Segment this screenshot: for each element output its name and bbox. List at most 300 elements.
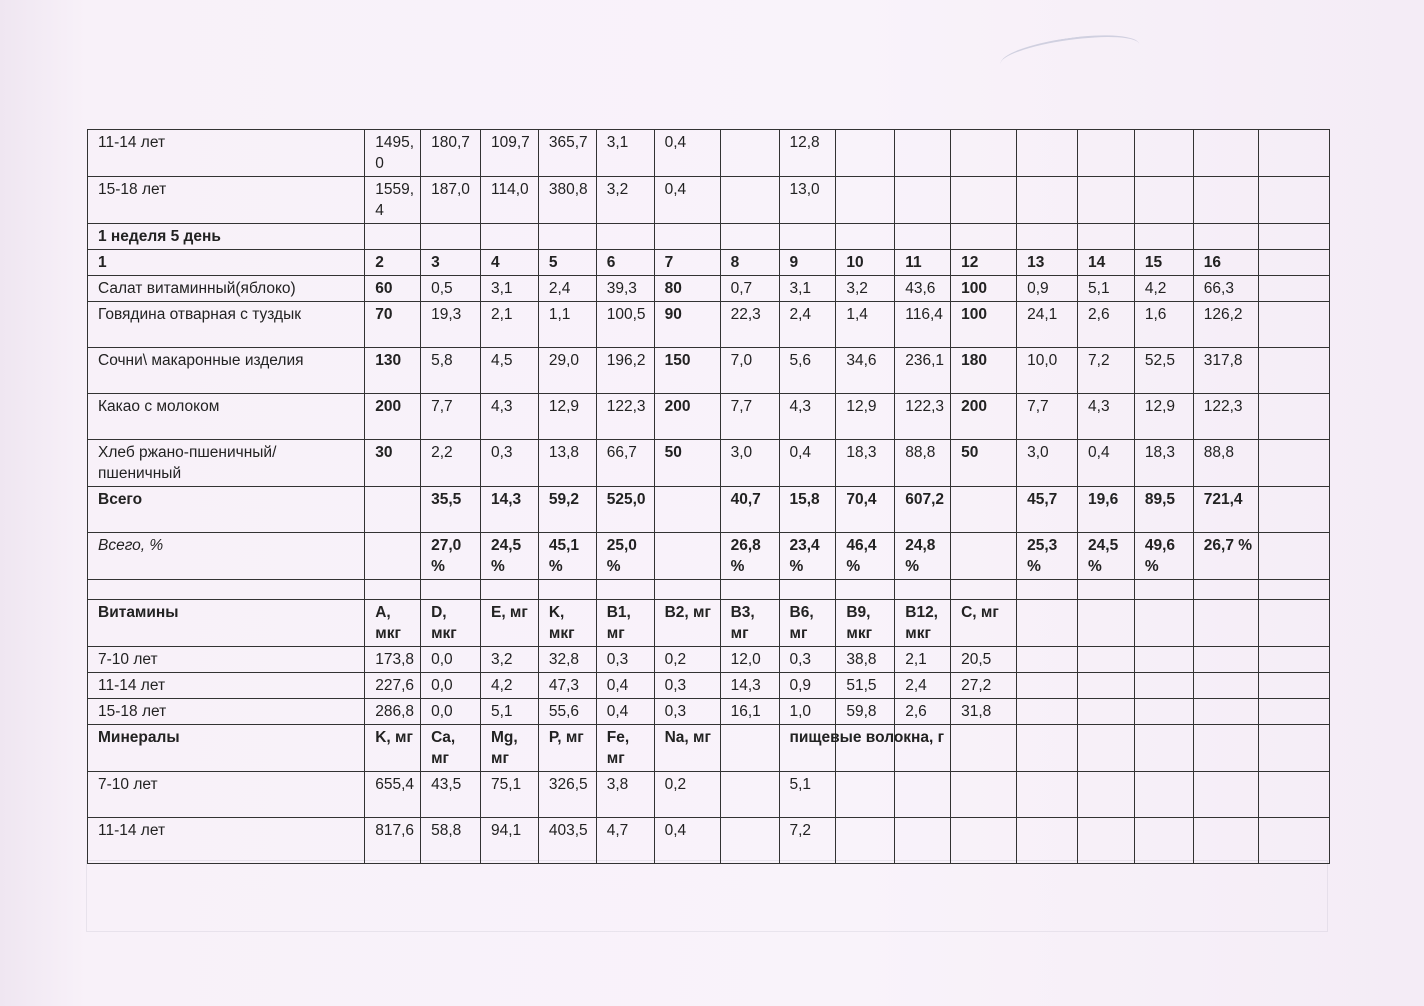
table-cell: 130 <box>365 348 421 394</box>
table-cell: 109,7 <box>480 130 538 177</box>
table-cell <box>1258 440 1329 487</box>
table-cell: 1,1 <box>538 302 596 348</box>
table-cell: 7,7 <box>1017 394 1078 440</box>
table-cell: K, мг <box>365 725 421 772</box>
table-cell <box>1134 224 1193 250</box>
table-cell <box>1258 302 1329 348</box>
table-cell: 7,2 <box>779 818 836 864</box>
table-cell <box>1017 580 1078 600</box>
table-cell <box>1017 130 1078 177</box>
table-cell: 12,9 <box>836 394 895 440</box>
table-cell: 122,3 <box>1193 394 1258 440</box>
column-number: 2 <box>365 250 421 276</box>
table-cell <box>1258 533 1329 580</box>
table-cell <box>654 487 720 533</box>
table-cell: A, мкг <box>365 600 421 647</box>
table-cell <box>895 177 951 224</box>
table-cell: 88,8 <box>1193 440 1258 487</box>
table-cell <box>1134 818 1193 864</box>
column-number: 13 <box>1017 250 1078 276</box>
table-cell <box>836 818 895 864</box>
table-cell: 7,7 <box>720 394 779 440</box>
table-cell: 14,3 <box>720 673 779 699</box>
table-cell: 114,0 <box>480 177 538 224</box>
table-cell <box>951 533 1017 580</box>
table-cell <box>1078 699 1135 725</box>
row-label: Витамины <box>88 600 365 647</box>
table-cell <box>720 725 779 772</box>
table-cell: 0,2 <box>654 647 720 673</box>
table-cell: 4,3 <box>480 394 538 440</box>
table-cell: 7,0 <box>720 348 779 394</box>
table-cell: 7,2 <box>1078 348 1135 394</box>
column-number: 6 <box>596 250 654 276</box>
table-cell: 200 <box>365 394 421 440</box>
table-cell <box>1258 647 1329 673</box>
table-cell <box>1134 772 1193 818</box>
table-cell: 24,1 <box>1017 302 1078 348</box>
table-cell <box>1258 673 1329 699</box>
table-cell <box>1134 580 1193 600</box>
table-cell: 0,3 <box>654 699 720 725</box>
table-cell: 100,5 <box>596 302 654 348</box>
table-cell <box>1193 600 1258 647</box>
menu-row <box>88 440 1330 487</box>
table-cell: 180 <box>951 348 1017 394</box>
table-cell: 0,4 <box>654 130 720 177</box>
table-cell <box>1078 224 1135 250</box>
table-cell: 20,5 <box>951 647 1017 673</box>
column-number: 7 <box>654 250 720 276</box>
table-cell: D, мкг <box>421 600 481 647</box>
table-cell: 34,6 <box>836 348 895 394</box>
column-number: 14 <box>1078 250 1135 276</box>
table-cell: 66,7 <box>596 440 654 487</box>
table-cell <box>951 177 1017 224</box>
table-cell: 0,0 <box>421 673 481 699</box>
table-cell <box>1134 725 1193 772</box>
table-cell: 1495,0 <box>365 130 421 177</box>
vitamins-header-row <box>88 600 1330 647</box>
table-cell <box>1193 177 1258 224</box>
table-cell <box>895 772 951 818</box>
table-cell: 0,4 <box>596 699 654 725</box>
table-cell <box>1017 224 1078 250</box>
table-cell: 75,1 <box>480 772 538 818</box>
table-cell <box>1258 725 1329 772</box>
table-cell <box>1193 224 1258 250</box>
table-cell: Mg, мг <box>480 725 538 772</box>
nutrition-table <box>87 129 1330 864</box>
table-cell: 35,5 <box>421 487 481 533</box>
table-cell: 2,1 <box>480 302 538 348</box>
table-cell: B3, мг <box>720 600 779 647</box>
table-cell: 94,1 <box>480 818 538 864</box>
week-day-title: 1 неделя 5 день <box>88 224 365 250</box>
row-label: Всего <box>88 487 365 533</box>
table-cell: 200 <box>951 394 1017 440</box>
table-cell <box>1258 818 1329 864</box>
table-cell <box>1134 130 1193 177</box>
table-cell <box>1017 600 1078 647</box>
table-cell: 13,8 <box>538 440 596 487</box>
table-cell: 126,2 <box>1193 302 1258 348</box>
table-cell <box>720 818 779 864</box>
table-cell: 100 <box>951 276 1017 302</box>
column-number: 12 <box>951 250 1017 276</box>
table-cell: 150 <box>654 348 720 394</box>
table-cell: 3,0 <box>1017 440 1078 487</box>
table-cell: 23,4 % <box>779 533 836 580</box>
table-cell <box>836 580 895 600</box>
table-cell: 7,7 <box>421 394 481 440</box>
table-cell: 380,8 <box>538 177 596 224</box>
table-cell <box>654 224 720 250</box>
vitamin-row <box>88 699 1330 725</box>
table-cell: 196,2 <box>596 348 654 394</box>
table-cell: 2,4 <box>538 276 596 302</box>
table-cell: 24,5 % <box>1078 533 1135 580</box>
table-cell: 4,5 <box>480 348 538 394</box>
table-cell: 26,7 % <box>1193 533 1258 580</box>
table-cell <box>1017 673 1078 699</box>
table-cell: 13,0 <box>779 177 836 224</box>
table-cell: 2,4 <box>779 302 836 348</box>
table-cell: 3,2 <box>836 276 895 302</box>
table-cell: 10,0 <box>1017 348 1078 394</box>
column-number: 8 <box>720 250 779 276</box>
table-cell <box>1078 580 1135 600</box>
table-cell <box>538 224 596 250</box>
table-cell <box>365 487 421 533</box>
table-cell: 31,8 <box>951 699 1017 725</box>
table-cell <box>951 224 1017 250</box>
table-body <box>88 130 1330 864</box>
table-cell <box>895 130 951 177</box>
table-cell <box>720 772 779 818</box>
table-cell <box>1258 250 1329 276</box>
table-cell <box>951 130 1017 177</box>
table-cell: 89,5 <box>1134 487 1193 533</box>
table-cell <box>1134 600 1193 647</box>
mineral-row <box>88 772 1330 818</box>
table-cell: 326,5 <box>538 772 596 818</box>
table-cell <box>1017 699 1078 725</box>
table-cell: 2,1 <box>895 647 951 673</box>
table-cell: 2,6 <box>895 699 951 725</box>
week-day-row <box>88 224 1330 250</box>
table-cell: 0,3 <box>654 673 720 699</box>
table-cell: 3,8 <box>596 772 654 818</box>
table-cell <box>951 772 1017 818</box>
table-cell <box>1078 673 1135 699</box>
table-cell: 4,3 <box>1078 394 1135 440</box>
table-cell: 12,9 <box>538 394 596 440</box>
table-cell: K, мкг <box>538 600 596 647</box>
table-cell <box>480 580 538 600</box>
table-cell: B6, мг <box>779 600 836 647</box>
table-cell: 27,0 % <box>421 533 481 580</box>
table-cell: 286,8 <box>365 699 421 725</box>
row-label: 15-18 лет <box>88 177 365 224</box>
table-cell: 24,5 % <box>480 533 538 580</box>
column-number: 9 <box>779 250 836 276</box>
table-cell: 24,8 % <box>895 533 951 580</box>
table-cell: 0,7 <box>720 276 779 302</box>
table-cell <box>1193 130 1258 177</box>
spacer-row <box>88 580 1330 600</box>
table-cell: 49,6 % <box>1134 533 1193 580</box>
table-cell: 3,2 <box>480 647 538 673</box>
table-cell <box>1017 818 1078 864</box>
table-cell <box>951 818 1017 864</box>
table-cell: 70 <box>365 302 421 348</box>
table-cell <box>1258 177 1329 224</box>
table-cell: 43,6 <box>895 276 951 302</box>
table-cell: 26,8 % <box>720 533 779 580</box>
table-cell <box>836 130 895 177</box>
table-cell: 50 <box>654 440 720 487</box>
row-label: 15-18 лет <box>88 699 365 725</box>
table-cell: 0,0 <box>421 647 481 673</box>
table-cell: 46,4 % <box>836 533 895 580</box>
table-cell <box>1258 600 1329 647</box>
table-cell <box>1017 177 1078 224</box>
table-cell: 4,2 <box>480 673 538 699</box>
table-cell: 59,2 <box>538 487 596 533</box>
table-cell <box>538 580 596 600</box>
table-cell: 43,5 <box>421 772 481 818</box>
table-cell: 32,8 <box>538 647 596 673</box>
mineral-row <box>88 818 1330 864</box>
table-cell <box>1134 673 1193 699</box>
table-cell <box>779 224 836 250</box>
table-cell: B1, мг <box>596 600 654 647</box>
table-row <box>88 130 1330 177</box>
table-cell <box>654 533 720 580</box>
table-cell: 1559,4 <box>365 177 421 224</box>
table-cell <box>720 130 779 177</box>
table-cell <box>720 224 779 250</box>
table-cell: 5,1 <box>1078 276 1135 302</box>
row-label: 7-10 лет <box>88 772 365 818</box>
table-cell <box>1258 394 1329 440</box>
table-cell: C, мг <box>951 600 1017 647</box>
table-cell: 3,2 <box>596 177 654 224</box>
total-row <box>88 487 1330 533</box>
table-cell: 12,0 <box>720 647 779 673</box>
table-cell: 15,8 <box>779 487 836 533</box>
table-cell <box>1193 699 1258 725</box>
table-cell: 173,8 <box>365 647 421 673</box>
table-cell: 58,8 <box>421 818 481 864</box>
table-cell: 70,4 <box>836 487 895 533</box>
table-cell <box>1078 818 1135 864</box>
table-cell: 3,1 <box>480 276 538 302</box>
table-cell: 5,8 <box>421 348 481 394</box>
column-number: 10 <box>836 250 895 276</box>
table-cell: 5,6 <box>779 348 836 394</box>
table-cell: 0,3 <box>596 647 654 673</box>
table-cell <box>1134 177 1193 224</box>
table-cell: 2,4 <box>895 673 951 699</box>
row-label: 11-14 лет <box>88 818 365 864</box>
table-cell <box>1258 224 1329 250</box>
table-cell <box>1258 487 1329 533</box>
table-cell: 2,6 <box>1078 302 1135 348</box>
menu-row <box>88 276 1330 302</box>
row-label: Минералы <box>88 725 365 772</box>
table-cell <box>1078 647 1135 673</box>
table-cell: 0,4 <box>654 818 720 864</box>
table-cell: 51,5 <box>836 673 895 699</box>
table-cell: 19,3 <box>421 302 481 348</box>
table-cell <box>1078 600 1135 647</box>
table-cell: 0,4 <box>1078 440 1135 487</box>
row-label: Какао с молоком <box>88 394 365 440</box>
table-cell: 180,7 <box>421 130 481 177</box>
table-cell: P, мг <box>538 725 596 772</box>
table-cell <box>895 818 951 864</box>
table-cell: 100 <box>951 302 1017 348</box>
table-cell: 25,0 % <box>596 533 654 580</box>
table-cell <box>1193 772 1258 818</box>
table-cell: 0,4 <box>596 673 654 699</box>
table-cell: 4,3 <box>779 394 836 440</box>
table-cell: Na, мг <box>654 725 720 772</box>
row-label: Хлеб ржано-пшеничный/ пшеничный <box>88 440 365 487</box>
table-cell: 80 <box>654 276 720 302</box>
table-cell <box>720 177 779 224</box>
table-cell: 0,4 <box>779 440 836 487</box>
table-cell: 1,6 <box>1134 302 1193 348</box>
table-cell: 227,6 <box>365 673 421 699</box>
table-cell: 12,8 <box>779 130 836 177</box>
table-cell <box>654 580 720 600</box>
table-cell <box>596 224 654 250</box>
table-cell: 14,3 <box>480 487 538 533</box>
table-cell: B12, мкг <box>895 600 951 647</box>
column-number-row <box>88 250 1330 276</box>
table-cell: 0,5 <box>421 276 481 302</box>
table-cell: 39,3 <box>596 276 654 302</box>
table-cell: B2, мг <box>654 600 720 647</box>
table-cell: 200 <box>654 394 720 440</box>
menu-row <box>88 302 1330 348</box>
table-cell: 817,6 <box>365 818 421 864</box>
table-cell <box>596 580 654 600</box>
table-cell <box>895 224 951 250</box>
table-cell: 4,2 <box>1134 276 1193 302</box>
table-cell: 88,8 <box>895 440 951 487</box>
table-cell <box>895 580 951 600</box>
table-cell: 59,8 <box>836 699 895 725</box>
table-cell: 30 <box>365 440 421 487</box>
table-cell <box>1078 177 1135 224</box>
table-cell: 66,3 <box>1193 276 1258 302</box>
table-cell: 0,9 <box>1017 276 1078 302</box>
table-cell: 27,2 <box>951 673 1017 699</box>
table-cell <box>836 177 895 224</box>
table-cell: 38,8 <box>836 647 895 673</box>
table-cell: B9, мкг <box>836 600 895 647</box>
table-cell: 45,1 % <box>538 533 596 580</box>
table-cell: 47,3 <box>538 673 596 699</box>
table-cell <box>1134 699 1193 725</box>
table-cell <box>1134 647 1193 673</box>
table-cell: 365,7 <box>538 130 596 177</box>
table-cell <box>1017 725 1078 772</box>
table-cell <box>720 580 779 600</box>
table-cell: 3,1 <box>779 276 836 302</box>
table-cell <box>480 224 538 250</box>
table-cell: 90 <box>654 302 720 348</box>
table-cell: 52,5 <box>1134 348 1193 394</box>
table-cell <box>88 580 365 600</box>
table-cell <box>1078 725 1135 772</box>
table-cell: 0,3 <box>480 440 538 487</box>
table-cell <box>1078 772 1135 818</box>
table-cell: 18,3 <box>1134 440 1193 487</box>
table-cell <box>951 725 1017 772</box>
table-cell <box>1017 772 1078 818</box>
table-cell <box>1078 130 1135 177</box>
table-cell <box>1193 818 1258 864</box>
table-cell: 525,0 <box>596 487 654 533</box>
table-cell <box>779 580 836 600</box>
table-cell: 3,1 <box>596 130 654 177</box>
table-cell: 0,2 <box>654 772 720 818</box>
column-number: 16 <box>1193 250 1258 276</box>
vitamin-row <box>88 673 1330 699</box>
table-cell <box>1258 348 1329 394</box>
table-cell: 60 <box>365 276 421 302</box>
table-cell: 1,4 <box>836 302 895 348</box>
table-cell: E, мг <box>480 600 538 647</box>
table-cell: 0,4 <box>654 177 720 224</box>
table-cell: 403,5 <box>538 818 596 864</box>
table-cell: 122,3 <box>596 394 654 440</box>
column-number: 11 <box>895 250 951 276</box>
table-cell <box>1258 772 1329 818</box>
table-cell: 0,3 <box>779 647 836 673</box>
table-cell: 5,1 <box>779 772 836 818</box>
column-number: 1 <box>88 250 365 276</box>
table-cell <box>421 224 481 250</box>
menu-row <box>88 348 1330 394</box>
table-cell <box>951 487 1017 533</box>
table-cell: 0,9 <box>779 673 836 699</box>
table-cell: 721,4 <box>1193 487 1258 533</box>
vitamin-row <box>88 647 1330 673</box>
table-cell: 29,0 <box>538 348 596 394</box>
column-number: 15 <box>1134 250 1193 276</box>
row-label: Говядина отварная с туздык <box>88 302 365 348</box>
table-cell: 116,4 <box>895 302 951 348</box>
row-label: 11-14 лет <box>88 130 365 177</box>
table-cell <box>1193 725 1258 772</box>
minerals-header-row <box>88 725 1330 772</box>
table-cell: 50 <box>951 440 1017 487</box>
table-cell: пищевые волокна, г <box>779 725 836 772</box>
table-cell: Fe, мг <box>596 725 654 772</box>
table-cell <box>836 224 895 250</box>
table-cell: 3,0 <box>720 440 779 487</box>
table-cell <box>951 580 1017 600</box>
table-row <box>88 177 1330 224</box>
table-cell: 12,9 <box>1134 394 1193 440</box>
table-cell <box>1193 580 1258 600</box>
